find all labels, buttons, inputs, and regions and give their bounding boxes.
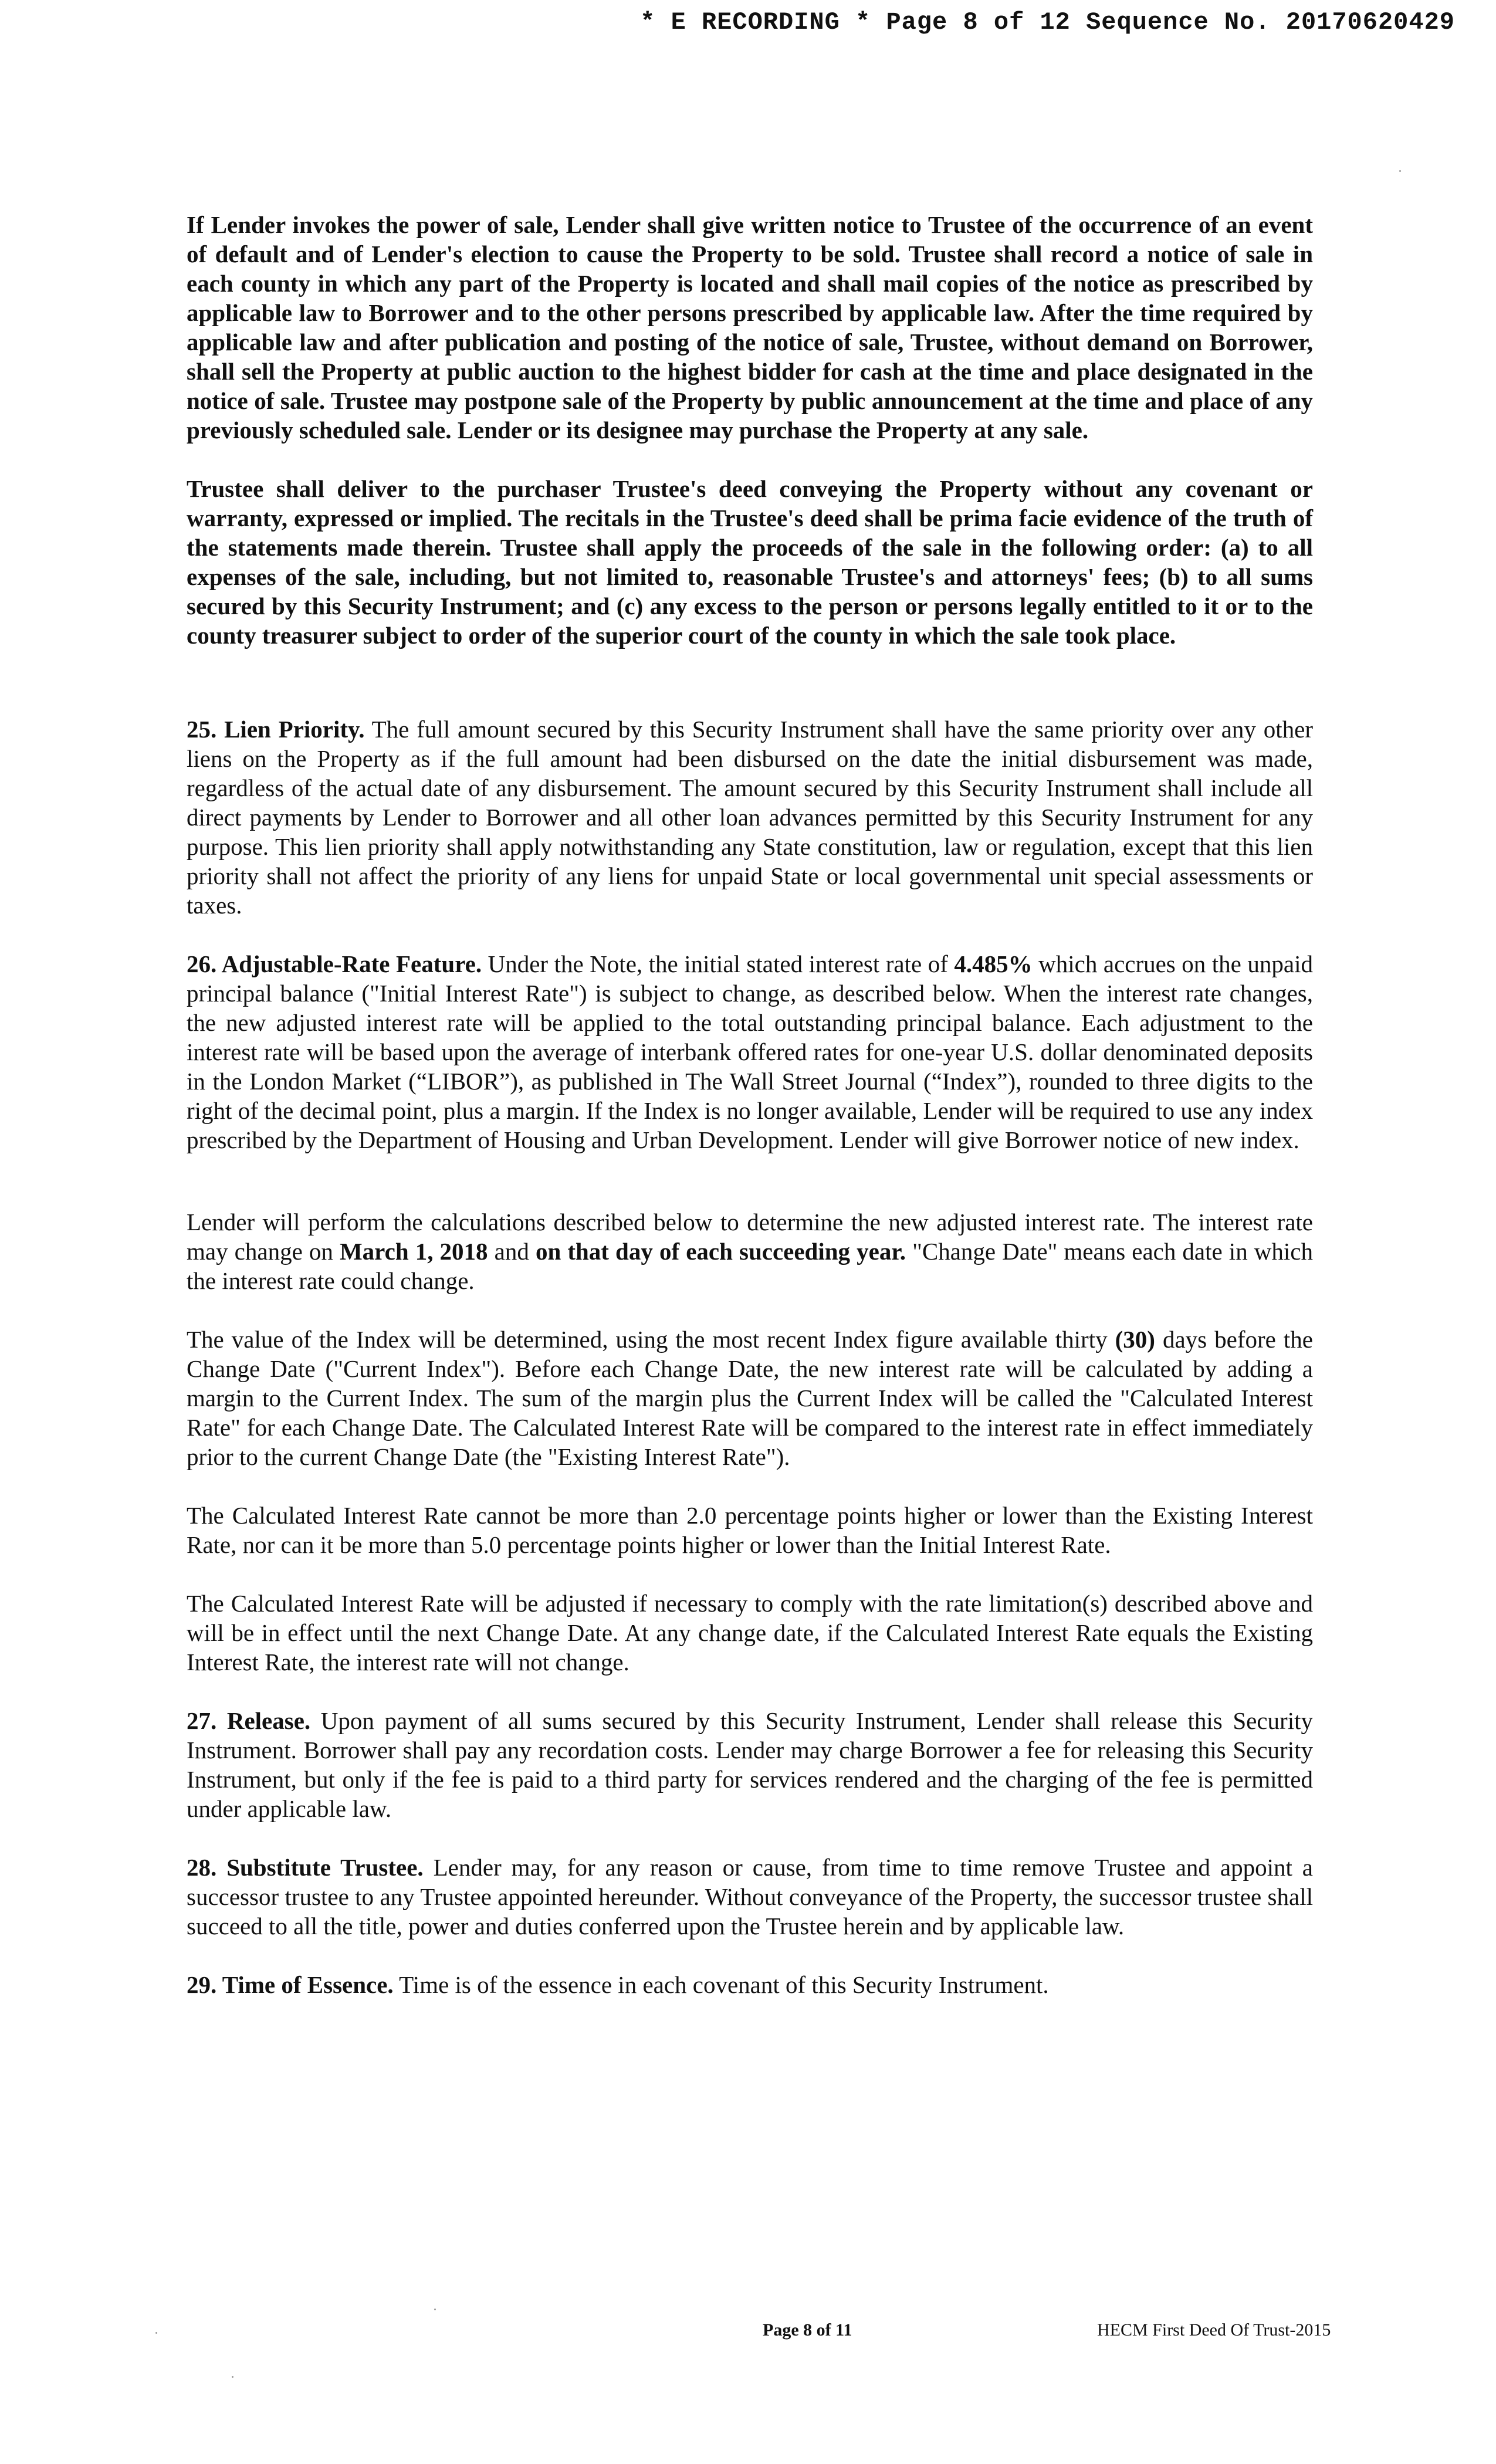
rate-cap-paragraph: The Calculated Interest Rate cannot be more than 2.0 percentage points higher or lower than the Existing Interest Rate, nor can it be more than 5.0 percentage points higher or lower than the Initial Interest Rate. xyxy=(187,1502,1313,1558)
calc-text-c: "Change Date" means each date in which the interest rate could change. xyxy=(187,1238,1313,1294)
section-28-heading: 28. Substitute Trustee. xyxy=(187,1854,424,1881)
calculation-paragraph xyxy=(187,1207,1313,1295)
footer-form-name: HECM First Deed Of Trust-2015 xyxy=(1097,2320,1331,2340)
first-change-date: March 1, 2018 xyxy=(339,1238,488,1265)
scan-speck xyxy=(1399,170,1401,172)
section-28-substitute-trustee xyxy=(187,1853,1313,1941)
section-29-body: Time is of the essence in each covenant of this Security Instrument. xyxy=(393,1971,1049,1998)
scan-speck xyxy=(434,2309,436,2310)
section-29-time-of-essence xyxy=(187,1970,1313,1999)
section-28-body: Lender may, for any reason or cause, from time to time remove Trustee and appoint a successor trustee to any Trustee appointed hereunder. Without conveyance of the Property, the successor trustee shall succeed to all the title, power and duties conferred upon the Trustee herein and by applicable law. xyxy=(187,1854,1314,1940)
calc-text-b: and xyxy=(488,1238,536,1265)
section-27-heading: 27. Release. xyxy=(187,1707,311,1734)
section-25-body: The full amount secured by this Security Instrument shall have the same priority over any other liens on the Property as if the full amount had been disbursed on the date the initial disbursement was made, regardless of the actual date of any disbursement. The amount secured by this Security Instrument shall include all direct payments by Lender to Borrower and all other loan advances permitted by this Security Instrument for any purpose. This lien priority shall apply notwithstanding any State constitution, law or regulation, except that this lien priority shall not affect the priority of any liens for unpaid State or local governmental unit special assessments or taxes. xyxy=(187,716,1313,919)
index-text-a: The value of the Index will be determined, using the most recent Index figure available thirty xyxy=(187,1326,1115,1353)
section-27-body: Upon payment of all sums secured by this Security Instrument, Lender shall release this Security Instrument. Borrower shall pay any recordation costs. Lender may charge Borrower a fee for releasing this Security Instrument, but only if the fee is paid to a third party for services rendered and the charging of the fee is permitted under applicable law. xyxy=(187,1707,1313,1822)
section-29-heading: 29. Time of Essence. xyxy=(187,1971,394,1998)
index-lookback-days: (30) xyxy=(1115,1326,1155,1353)
footer-page-number: Page 8 of 11 xyxy=(763,2320,852,2340)
scan-speck xyxy=(155,2332,157,2334)
section-26-heading: 26. Adjustable-Rate Feature. xyxy=(187,950,482,977)
index-value-paragraph xyxy=(187,1325,1313,1471)
section-26-body-a: Under the Note, the initial stated interest rate of xyxy=(482,950,955,977)
index-text-b: days before the Change Date ("Current Index"). Before each Change Date, the new interest rate will be calculated by adding a margin to the Current Index. The sum of the margin plus the Current Index will be called the "Calculated Interest Rate" for each Change Date. The Calculated Interest Rate will be compared to the interest rate in effect immediately prior to the current Change Date (the "Existing Interest Rate"). xyxy=(187,1326,1313,1470)
section-26-adjustable-rate xyxy=(187,949,1313,1155)
change-date-rule: on that day of each succeeding year. xyxy=(535,1238,906,1265)
initial-interest-rate: 4.485% xyxy=(954,950,1033,977)
scan-speck xyxy=(232,2376,233,2378)
document-body xyxy=(187,210,1313,1999)
section-26-body-b: which accrues on the unpaid principal balance ("Initial Interest Rate") is subject to change, as described below. When the interest rate changes, the new adjusted interest rate will be applied to the total outstanding principal balance. Each adjustment to the interest rate will be based upon the average of interbank offered rates for one-year U.S. dollar denominated deposits in the London Market (“LIBOR”), as published in The Wall Street Journal (“Index”), rounded to three digits to the right of the decimal point, plus a margin. If the Index is no longer available, Lender will be required to use any index prescribed by the Department of Housing and Urban Development. Lender will give Borrower notice of new index. xyxy=(187,950,1313,1153)
section-27-release xyxy=(187,1706,1313,1823)
calc-text-a: Lender will perform the calculations described below to determine the new adjusted interest rate. The interest rate may change on xyxy=(187,1209,1313,1265)
recording-stamp: * E RECORDING * Page 8 of 12 Sequence No. 20170620429 xyxy=(640,8,1455,36)
trustee-deed-paragraph: Trustee shall deliver to the purchaser Trustee's deed conveying the Property without any covenant or warranty, expressed or implied. The recitals in the Trustee's deed shall be prima facie evidence of the truth of the statements made therein. Trustee shall apply the proceeds of the sale in the following order: (a) to all expenses of the sale, including, but not limited to, reasonable Trustee's and attorneys' fees; (b) to all sums secured by this Security Instrument; and (c) any excess to the person or persons legally entitled to it or to the county treasurer subject to order of the superior court of the county in which the sale took place. xyxy=(187,475,1313,649)
power-of-sale-paragraph: If Lender invokes the power of sale, Lender shall give written notice to Trustee of the occurrence of an event of default and of Lender's election to cause the Property to be sold. Trustee shall record a notice of sale in each county in which any part of the Property is located and shall mail copies of the notice as prescribed by applicable law to Borrower and to the other persons prescribed by applicable law. After the time required by applicable law and after publication and posting of the notice of sale, Trustee, without demand on Borrower, shall sell the Property at public auction to the highest bidder for cash at the time and place designated in the notice of sale. Trustee may postpone sale of the Property by public announcement at the time and place of any previously scheduled sale. Lender or its designee may purchase the Property at any sale. xyxy=(187,211,1313,444)
section-25-heading: 25. Lien Priority. xyxy=(187,716,365,743)
section-25-lien-priority xyxy=(187,715,1313,920)
rate-adjustment-paragraph: The Calculated Interest Rate will be adjusted if necessary to comply with the rate limitation(s) described above and will be in effect until the next Change Date. At any change date, if the Calculated Interest Rate equals the Existing Interest Rate, the interest rate will not change. xyxy=(187,1590,1313,1676)
